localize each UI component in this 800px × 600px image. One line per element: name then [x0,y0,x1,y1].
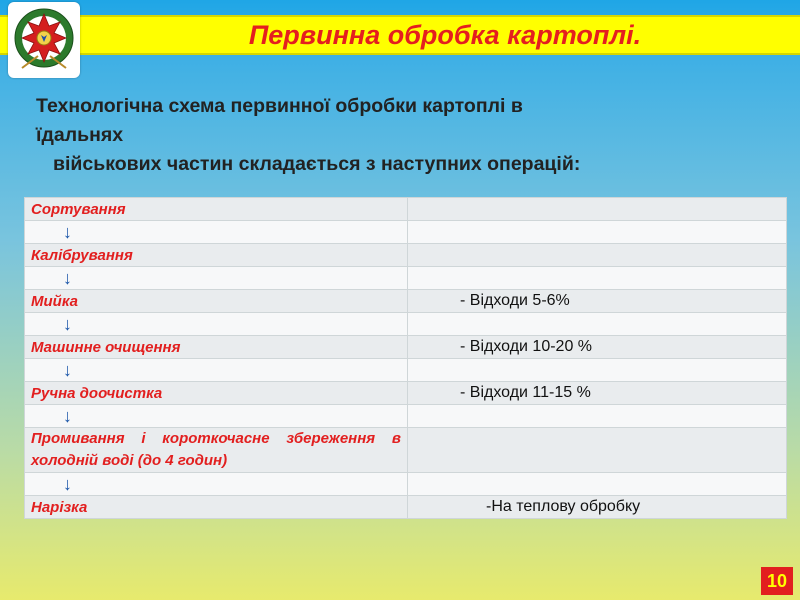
note-cell [408,198,787,221]
arrow-row [25,221,787,244]
down-arrow-icon: ↓ [25,267,408,290]
intro-text [36,92,776,179]
arrow-row [25,405,787,428]
intro-line-2: їдальнях [36,124,124,146]
down-arrow-icon: ↓ [25,359,408,382]
page-number: 10 [761,567,793,595]
intro-line-1: Технологічна схема первинної обробки картоплі в [36,95,523,117]
arrow-row [25,359,787,382]
arrow-row [25,313,787,336]
down-arrow-icon: ↓ [25,473,408,496]
arrow-row [25,267,787,290]
emblem-icon [8,2,80,78]
step-cell: Нарізка [25,496,408,519]
step-cell: Ручна доочистка [25,382,408,405]
down-arrow-icon: ↓ [25,221,408,244]
table-row [25,244,787,267]
arrow-row [25,473,787,496]
step-cell: Машинне очищення [25,336,408,359]
down-arrow-icon: ↓ [25,405,408,428]
table-row [25,428,787,473]
table-row [25,198,787,221]
note-cell [408,244,787,267]
process-table [24,197,787,519]
empty-cell [408,313,787,336]
slide-title: Первинна обробка картоплі. [248,19,642,50]
step-cell: Сортування [25,198,408,221]
step-cell: Мийка [25,290,408,313]
note-cell: - Відходи 10-20 % [408,336,787,359]
note-cell: -На теплову обробку [408,496,787,519]
step-cell: Калібрування [25,244,408,267]
empty-cell [408,473,787,496]
step-cell: Промивання і короткочасне збереження в холодній воді (до 4 годин) [25,428,408,473]
table-row [25,382,787,405]
table-row [25,336,787,359]
down-arrow-icon: ↓ [25,313,408,336]
empty-cell [408,359,787,382]
table-row [25,290,787,313]
table-row [25,496,787,519]
intro-line-3: військових частин складається з наступних операцій: [53,153,581,175]
emblem-logo [8,2,80,78]
empty-cell [408,267,787,290]
empty-cell [408,221,787,244]
empty-cell [408,405,787,428]
note-cell [408,428,787,473]
note-cell: - Відходи 11-15 % [408,382,787,405]
note-cell: - Відходи 5-6% [408,290,787,313]
